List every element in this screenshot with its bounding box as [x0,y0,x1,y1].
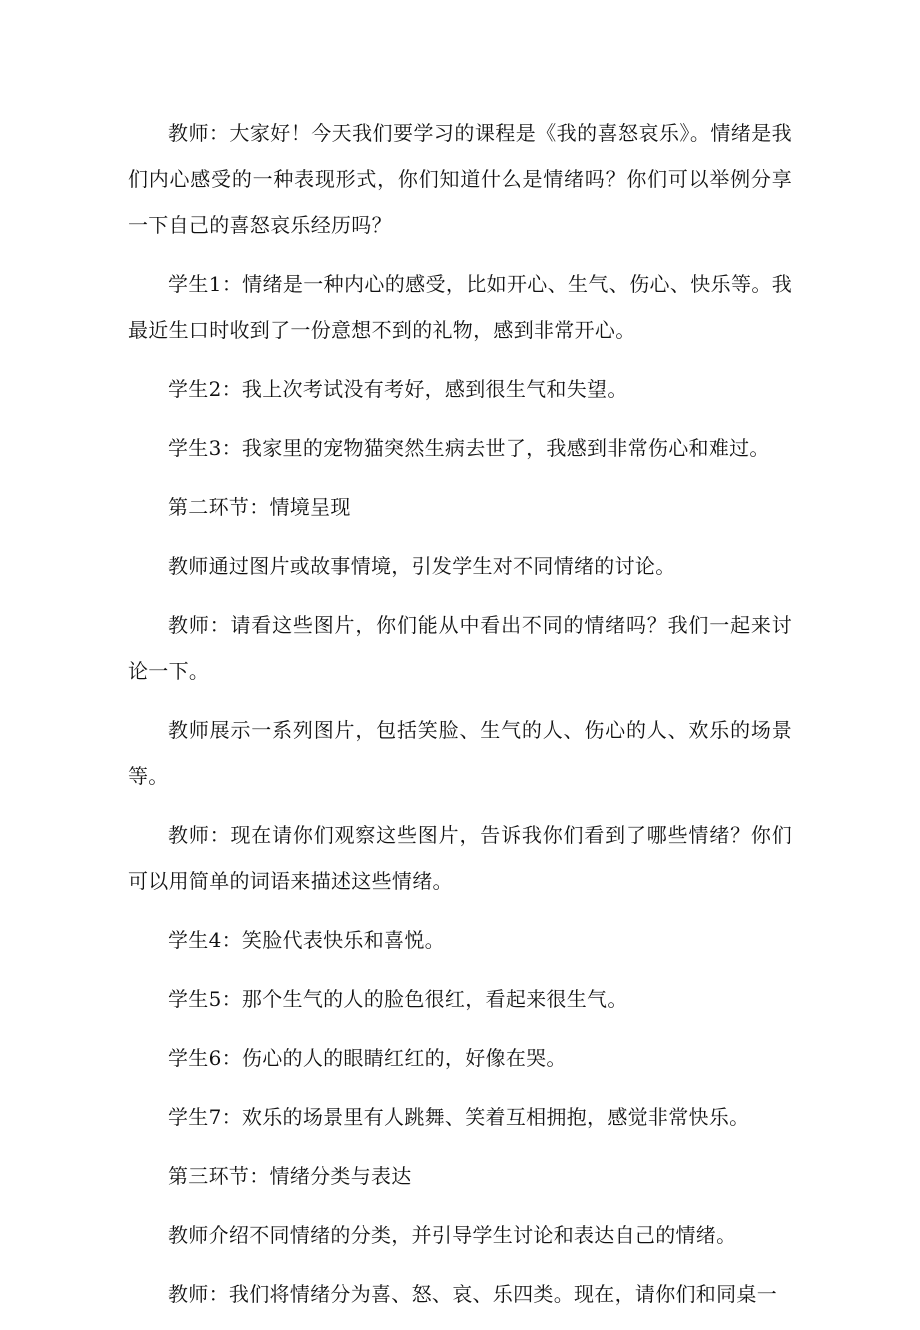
paragraph-student-3: 学生3：我家里的宠物猫突然生病去世了，我感到非常伤心和难过。 [168,436,770,460]
section-heading-2: 第二环节：情境呈现 [168,495,351,519]
paragraph-student-6: 学生6：伤心的人的眼睛红红的，好像在哭。 [168,1046,567,1070]
paragraph-situation-intro: 教师通过图片或故事情境，引发学生对不同情绪的讨论。 [168,554,676,578]
paragraph-student-5: 学生5：那个生气的人的脸色很红，看起来很生气。 [168,987,628,1011]
paragraph-teacher-classify: 教师：我们将情绪分为喜、怒、哀、乐四类。现在，请你们和同桌一 [168,1282,777,1306]
paragraph-teacher-observe: 教师：现在请你们观察这些图片，告诉我你们看到了哪些情绪？你们可以用简单的词语来描述这些情绪。 [128,823,792,893]
section-heading-3: 第三环节：情绪分类与表达 [168,1164,412,1188]
paragraph-teacher-shows: 教师展示一系列图片，包括笑脸、生气的人、伤心的人、欢乐的场景等。 [128,718,792,788]
paragraph-teacher-pictures: 教师：请看这些图片，你们能从中看出不同的情绪吗？我们一起来讨论一下。 [128,613,792,683]
paragraph-student-1: 学生1：情绪是一种内心的感受，比如开心、生气、伤心、快乐等。我最近生口时收到了一份意想不到的礼物，感到非常开心。 [128,272,792,342]
paragraph-classification-intro: 教师介绍不同情绪的分类，并引导学生讨论和表达自己的情绪。 [168,1223,737,1247]
paragraph-teacher-intro: 教师：大家好！今天我们要学习的课程是《我的喜怒哀乐》。情绪是我们内心感受的一种表现形式，你们知道什么是情绪吗？你们可以举例分享一下自己的喜怒哀乐经历吗？ [128,121,792,237]
document-body [128,110,792,1330]
paragraph-student-7: 学生7：欢乐的场景里有人跳舞、笑着互相拥抱，感觉非常快乐。 [168,1105,750,1129]
paragraph-student-2: 学生2：我上次考试没有考好，感到很生气和失望。 [168,377,628,401]
paragraph-student-4: 学生4：笑脸代表快乐和喜悦。 [168,928,445,952]
